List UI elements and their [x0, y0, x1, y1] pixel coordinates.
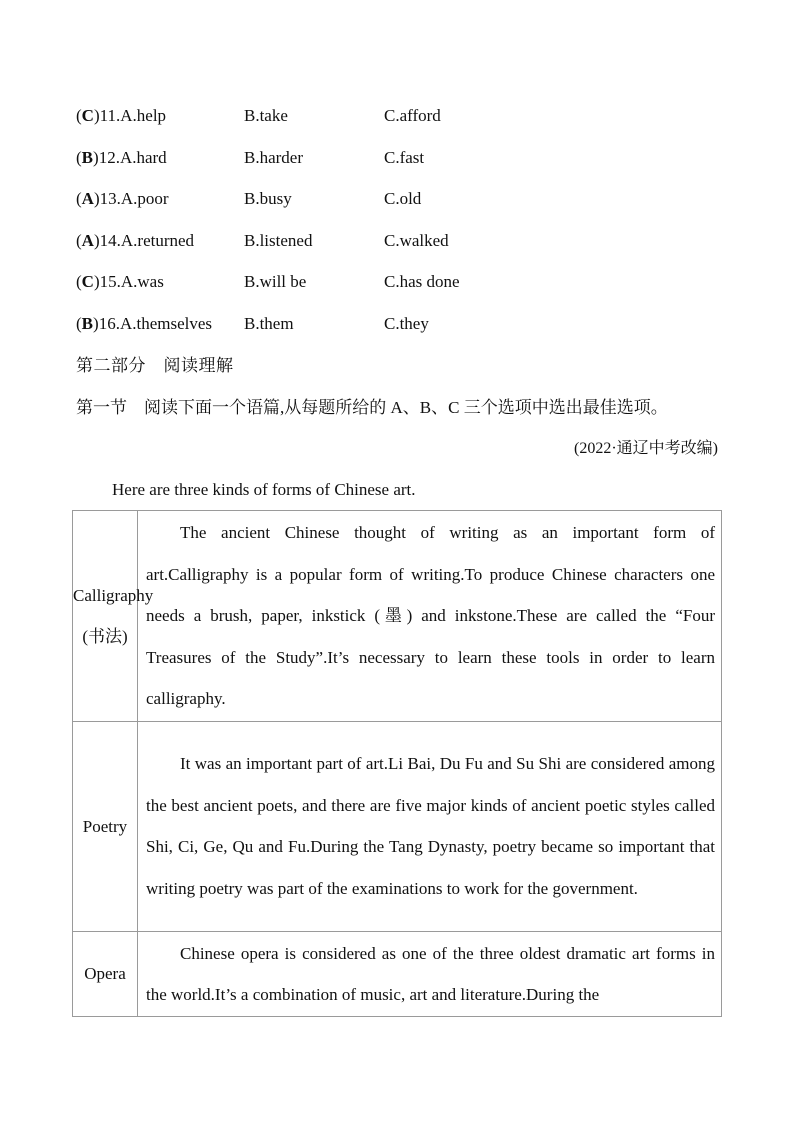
question-number: 13 [99, 189, 117, 208]
passage-intro: Here are three kinds of forms of Chinese art. [112, 480, 416, 499]
part-title: 第二部分 阅读理解 [76, 356, 234, 375]
option-b: B.busy [244, 189, 292, 208]
option-c: C.walked [384, 231, 449, 250]
table-row [73, 721, 722, 931]
question-number: 15 [99, 272, 117, 291]
option-a: A.was [120, 272, 164, 291]
answer-letter: A [81, 231, 94, 250]
option-c: C.afford [384, 106, 441, 125]
option-a: A.themselves [119, 314, 213, 333]
answer-letter: A [81, 189, 94, 208]
worksheet-page: (C)11.A.help B.take C.afford (B)12.A.hard B.harder C.fast (A)13.A.poor B.busy C.old (A)14.A.returned B.listened C.walked (C)15.A.was B.will be C.has done (B)16.A.themselves B.them C.they 第二部分 阅读理解 第一节 阅读下面一个语篇,从每题所给的 A、B、C 三个选项中选出最佳选项。 (2022·通辽中考改编) Here are three kinds of forms of Chinese art. Calligraphy (书法) The ancient Chinese thought of writing as an important form of art.Calligraphy is a popular form of writing.To produce Chinese characters one needs a brush, paper, inkstick (墨) and inkstone.These are called the “Four Treasures of the Study”.It’s necessary to learn these tools in order to learn calligraphy. Poetry It was an important part of art.Li Bai, Du Fu and Su Shi are considered among the best ancient poets, and there are five major kinds of ancient poetic styles called Shi, Ci, Ge, Qu and Fu.During the Tang Dynasty, poetry became so important that writing poetry was part of the examinations to work for the government. Opera Chinese opera is considered as one of the three oldest dramatic art forms in the world.It’s a combination of music, art and literature.During the [0, 0, 794, 1123]
row-text: It was an important part of art.Li Bai, Du Fu and Su Shi are considered among the best ancient poets, and there are five major kinds of ancient poetic styles called Shi, Ci, Ge, Qu and Fu.During the Tang Dynasty, poetry became so important that writing poetry was part of the examinations to work for the government. [138, 721, 722, 931]
option-c: C.old [384, 189, 422, 208]
question-number: 16 [98, 314, 116, 333]
section-instructions: 第一节 阅读下面一个语篇,从每题所给的 A、B、C 三个选项中选出最佳选项。 [76, 398, 668, 417]
source-citation: (2022·通辽中考改编) [574, 440, 718, 457]
option-b: B.them [244, 314, 294, 333]
row-label: Poetry [73, 721, 138, 931]
option-b: B.take [244, 106, 288, 125]
option-b: B.will be [244, 272, 307, 291]
row-label: Opera [73, 931, 138, 1016]
answer-letter: C [81, 272, 94, 291]
option-c: C.fast [384, 148, 425, 167]
answer-letter: C [81, 106, 94, 125]
option-b: B.listened [244, 231, 313, 250]
art-forms-table [72, 510, 722, 1017]
option-b: B.harder [244, 148, 304, 167]
question-number: 14 [99, 231, 117, 250]
question-number: 11 [99, 106, 116, 125]
answer-letter: B [81, 148, 94, 167]
option-c: C.has done [384, 272, 460, 291]
option-a: A.poor [120, 189, 169, 208]
option-c: C.they [384, 314, 429, 333]
option-a: A.returned [120, 231, 195, 250]
option-a: A.hard [119, 148, 167, 167]
question-number: 12 [98, 148, 116, 167]
row-label: Calligraphy (书法) [73, 511, 138, 722]
table-row [73, 511, 722, 722]
option-a: A.help [120, 106, 167, 125]
row-text: Chinese opera is considered as one of the three oldest dramatic art forms in the world.It’s a combination of music, art and literature.During the [146, 943, 715, 1004]
answer-letter: B [81, 314, 94, 333]
row-text: The ancient Chinese thought of writing as an important form of art.Calligraphy is a popular form of writing.To produce Chinese characters one needs a brush, paper, inkstick (墨) and inkstone.These are called the “Four Treasures of the Study”.It’s necessary to learn these tools in order to learn calligraphy. [138, 511, 722, 722]
table-row [73, 931, 722, 1016]
